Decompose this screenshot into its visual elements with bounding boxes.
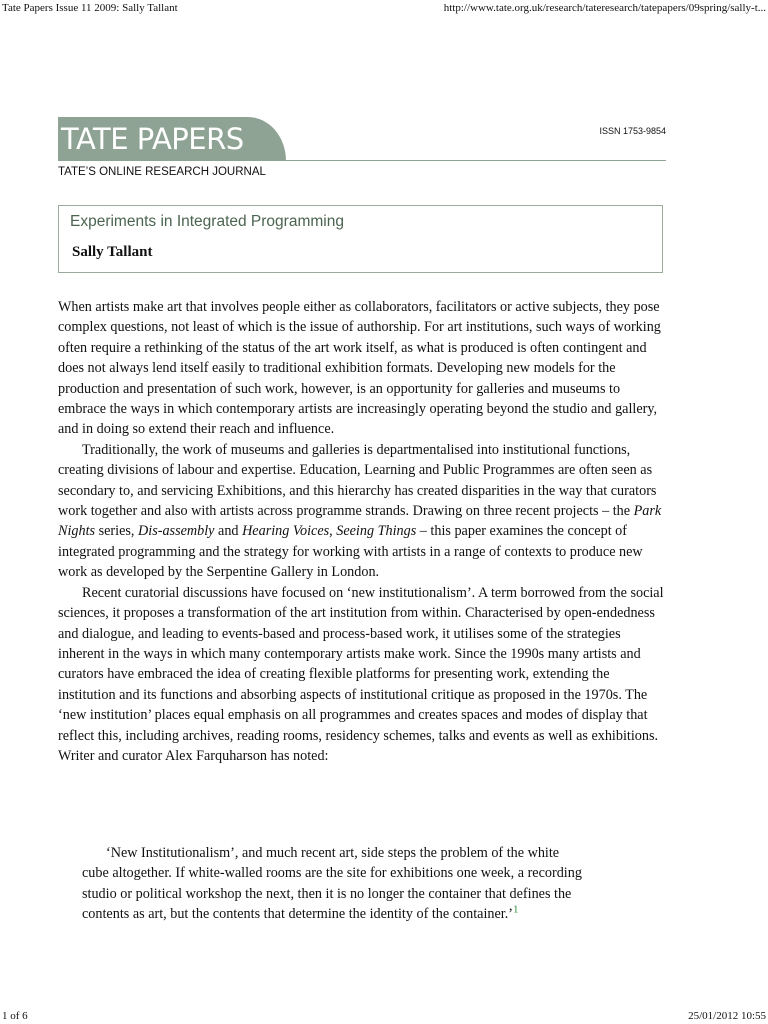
journal-tagline: TATE’S ONLINE RESEARCH JOURNAL bbox=[58, 166, 266, 178]
article-body bbox=[58, 297, 668, 766]
print-footer bbox=[0, 1008, 768, 1024]
article-author: Sally Tallant bbox=[72, 244, 153, 260]
block-quote: ‘New Institutionalism’, and much recent art, side steps the problem of the white cube altogether. If white-walled rooms are the site for exhibitions one week, a recording studio or political workshop the next, then it is no longer the container that defines the contents as art, but the contents that determine the identity of the container.’$^1$ bbox=[82, 845, 582, 923]
article-title: Experiments in Integrated Programming bbox=[70, 213, 344, 230]
print-datetime: 25/01/2012 10:55 bbox=[688, 1010, 766, 1022]
page-url: http://www.tate.org.uk/research/tateresearch/tatepapers/09spring/sally-t... bbox=[443, 2, 766, 14]
tate-papers-logo bbox=[58, 117, 286, 161]
italic-park-nights: Park Nights bbox=[58, 503, 662, 540]
paragraph-3: Recent curatorial discussions have focused on ‘new institutionalism’. A term borrowed from the social sciences, it proposes a transformation of the art institution from within. Characterised by open-endedness and dialogue, and leading to events-based and process-based work, it utilises some of the strategies inherent in the ways in which many contemporary artists make work. Since the 1990s many artists and curators have embraced the idea of creating flexible platforms for presenting work, extending the institution and its functions and absorbing aspects of institutional critique as proposed in the 1970s. The ‘new institution’ places equal emphasis on all programmes and creates spaces and modes of display that reflect this, including archives, reading rooms, residency schemes, talks and events as well as exhibitions. Writer and curator Alex Farquharson has noted: bbox=[58, 584, 664, 764]
italic-dis-assembly: Dis-assembly bbox=[138, 523, 215, 540]
print-header bbox=[0, 0, 768, 16]
page-title: Tate Papers Issue 11 2009: Sally Tallant bbox=[2, 2, 178, 14]
italic-hearing-voices: Hearing Voices, Seeing Things bbox=[242, 523, 417, 540]
paragraph-2: Traditionally, the work of museums and galleries is departmentalised into institutional functions, creating divisions of labour and expertise. Education, Learning and Public Programmes are often seen as secondary to, and servicing Exhibitions, and this hierarchy has created disparities in the way that curators work together and also with artists across programme strands. Drawing on three recent projects – the Park Nights series, Dis-assembly and Hearing Voices, Seeing Things – this paper examines the concept of integrated programming and the strategy for working with artists in a range of contexts to produce new work as developed by the Serpentine Gallery in London. bbox=[58, 441, 662, 581]
paragraph-1: When artists make art that involves people either as collaborators, facilitators or active subjects, they pose complex questions, not least of which is the issue of authorship. For art institutions, such ways of working often require a rethinking of the status of the art work itself, as what is produced is often contingent and does not always lend itself easily to traditional exhibition formats. Developing new models for the production and presentation of such work, however, is an opportunity for galleries and museums to embrace the ways in which contemporary artists are increasingly operating beyond the studio and gallery, and in doing so extend their reach and influence. bbox=[58, 299, 661, 438]
masthead bbox=[58, 117, 666, 162]
footnote-link[interactable]: 1 bbox=[513, 903, 519, 916]
article-title-box bbox=[58, 205, 663, 273]
masthead-divider bbox=[58, 160, 666, 161]
issn: ISSN 1753-9854 bbox=[599, 126, 666, 136]
page-count: 1 of 6 bbox=[2, 1010, 28, 1022]
logo-text: TATE PAPERS bbox=[61, 122, 244, 156]
